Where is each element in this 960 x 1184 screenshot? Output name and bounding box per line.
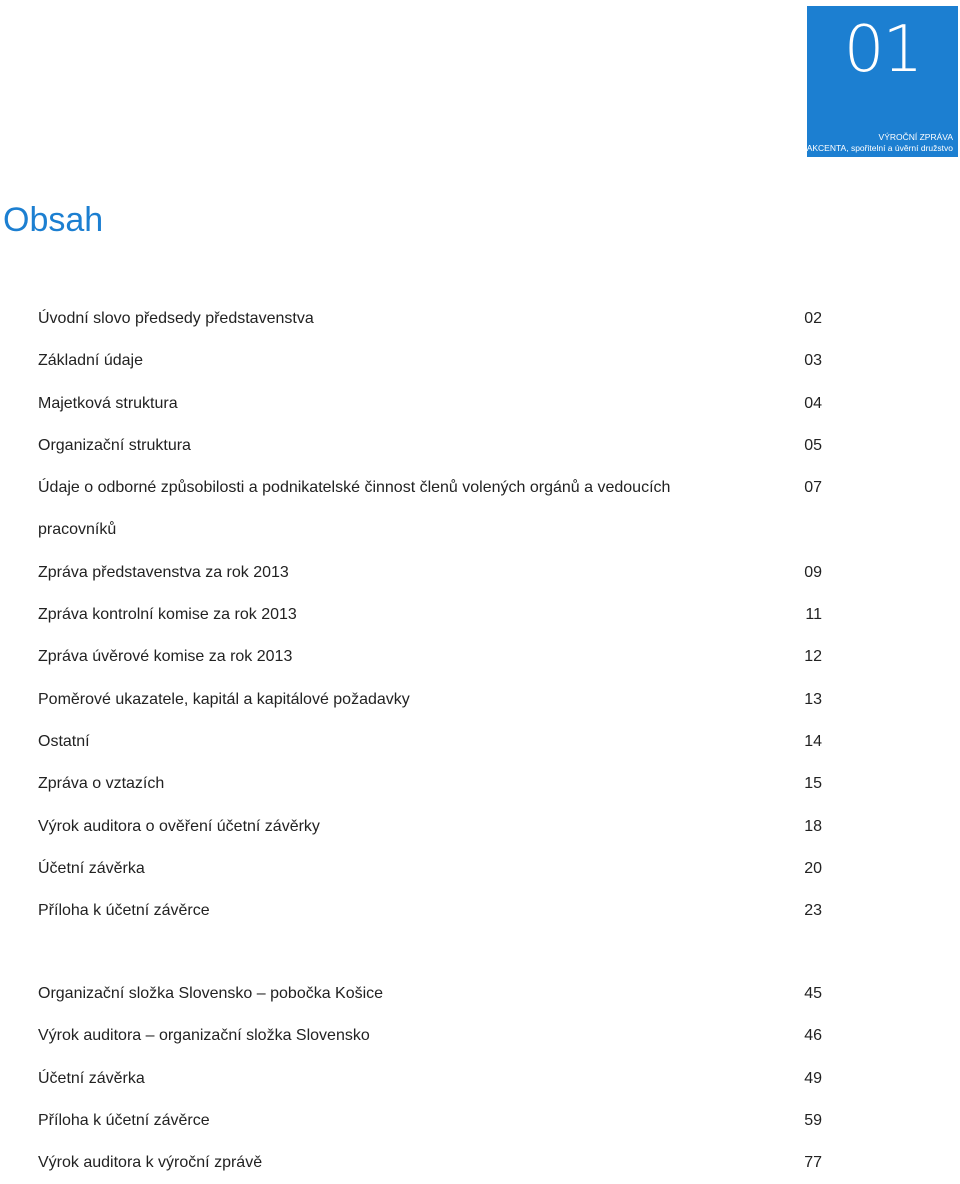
toc-entry-page: 04 [804, 394, 822, 412]
toc-entry-label: Výrok auditora – organizační složka Slovensko [38, 1027, 370, 1045]
toc-entry-page: 12 [804, 648, 822, 666]
toc-entry-label: Výrok auditora k výroční zprávě [38, 1154, 263, 1172]
toc-entry-label: Základní údaje [38, 352, 143, 370]
toc-entry-label: Údaje o odborné způsobilosti a podnikatelské činnost členů volených orgánů a vedoucích pracovníků [38, 479, 671, 539]
toc-entry-page: 77 [804, 1154, 822, 1172]
toc-entry[interactable] [38, 1058, 822, 1100]
toc-entry-page: 23 [804, 902, 822, 920]
chapter-badge [807, 6, 958, 157]
toc-entry-page: 18 [804, 817, 822, 835]
toc-entry[interactable] [38, 973, 822, 1015]
toc-entry[interactable] [38, 679, 822, 721]
toc-entry-page: 15 [804, 775, 822, 793]
toc-entry-label: Příloha k účetní závěrce [38, 1111, 210, 1129]
toc-entry-label: Účetní závěrka [38, 859, 145, 877]
toc-entry-label: Zpráva kontrolní komise za rok 2013 [38, 606, 297, 624]
toc-entry-label: Poměrové ukazatele, kapitál a kapitálové požadavky [38, 690, 410, 708]
toc-entry-page: 13 [804, 690, 822, 708]
toc-entry-page: 45 [804, 985, 822, 1002]
toc-entry-page: 05 [804, 436, 822, 454]
toc-entry-label: Organizační struktura [38, 436, 191, 454]
toc-entry-page: 02 [804, 310, 822, 327]
toc-entry[interactable] [38, 890, 822, 932]
toc-entry[interactable] [38, 594, 822, 636]
toc-entry-page: 46 [804, 1027, 822, 1045]
toc-entry-label: Majetková struktura [38, 394, 178, 412]
toc-entry-page: 59 [804, 1111, 822, 1129]
toc-entry[interactable] [38, 1142, 822, 1184]
toc-entry-label: Zpráva úvěrové komise za rok 2013 [38, 648, 293, 666]
toc-entry[interactable] [38, 763, 822, 805]
toc-entry[interactable] [38, 636, 822, 678]
chapter-number: 01 [843, 13, 922, 87]
toc-entry-page: 20 [804, 859, 822, 877]
toc-entry-label: Úvodní slovo předsedy představenstva [38, 310, 314, 327]
toc-entry-label: Výrok auditora o ověření účetní závěrky [38, 817, 320, 835]
toc-entry[interactable] [38, 806, 822, 848]
toc-entry-page: 03 [804, 352, 822, 370]
page-title: Obsah [3, 201, 104, 239]
toc-entry[interactable] [38, 298, 822, 340]
table-of-contents [38, 298, 822, 932]
toc-entry[interactable] [38, 552, 822, 594]
toc-entry[interactable] [38, 425, 822, 467]
company-name: AKCENTA, spořitelní a úvěrní družstvo [806, 143, 953, 153]
toc-entry-label: Organizační složka Slovensko – pobočka Košice [38, 985, 384, 1002]
table-of-contents-slovakia [38, 973, 822, 1184]
toc-entry[interactable] [38, 848, 822, 890]
toc-entry-page: 09 [804, 563, 822, 581]
report-title: VÝROČNÍ ZPRÁVA [878, 132, 953, 142]
toc-entry-page: 11 [805, 606, 822, 624]
toc-entry-page: 07 [804, 479, 822, 497]
toc-entry-label: Účetní závěrka [38, 1069, 145, 1087]
toc-entry-label: Zpráva představenstva za rok 2013 [38, 563, 289, 581]
toc-entry-label: Ostatní [38, 732, 90, 750]
toc-entry[interactable] [38, 1015, 822, 1057]
toc-entry[interactable] [38, 1100, 822, 1142]
toc-entry-label: Zpráva o vztazích [38, 775, 165, 793]
toc-entry[interactable] [38, 340, 822, 382]
toc-entry[interactable] [38, 721, 822, 763]
toc-entry-page: 49 [804, 1069, 822, 1087]
toc-entry-page: 14 [804, 732, 822, 750]
toc-entry-label: Příloha k účetní závěrce [38, 902, 210, 920]
toc-entry[interactable] [38, 467, 822, 552]
toc-entry[interactable] [38, 383, 822, 425]
